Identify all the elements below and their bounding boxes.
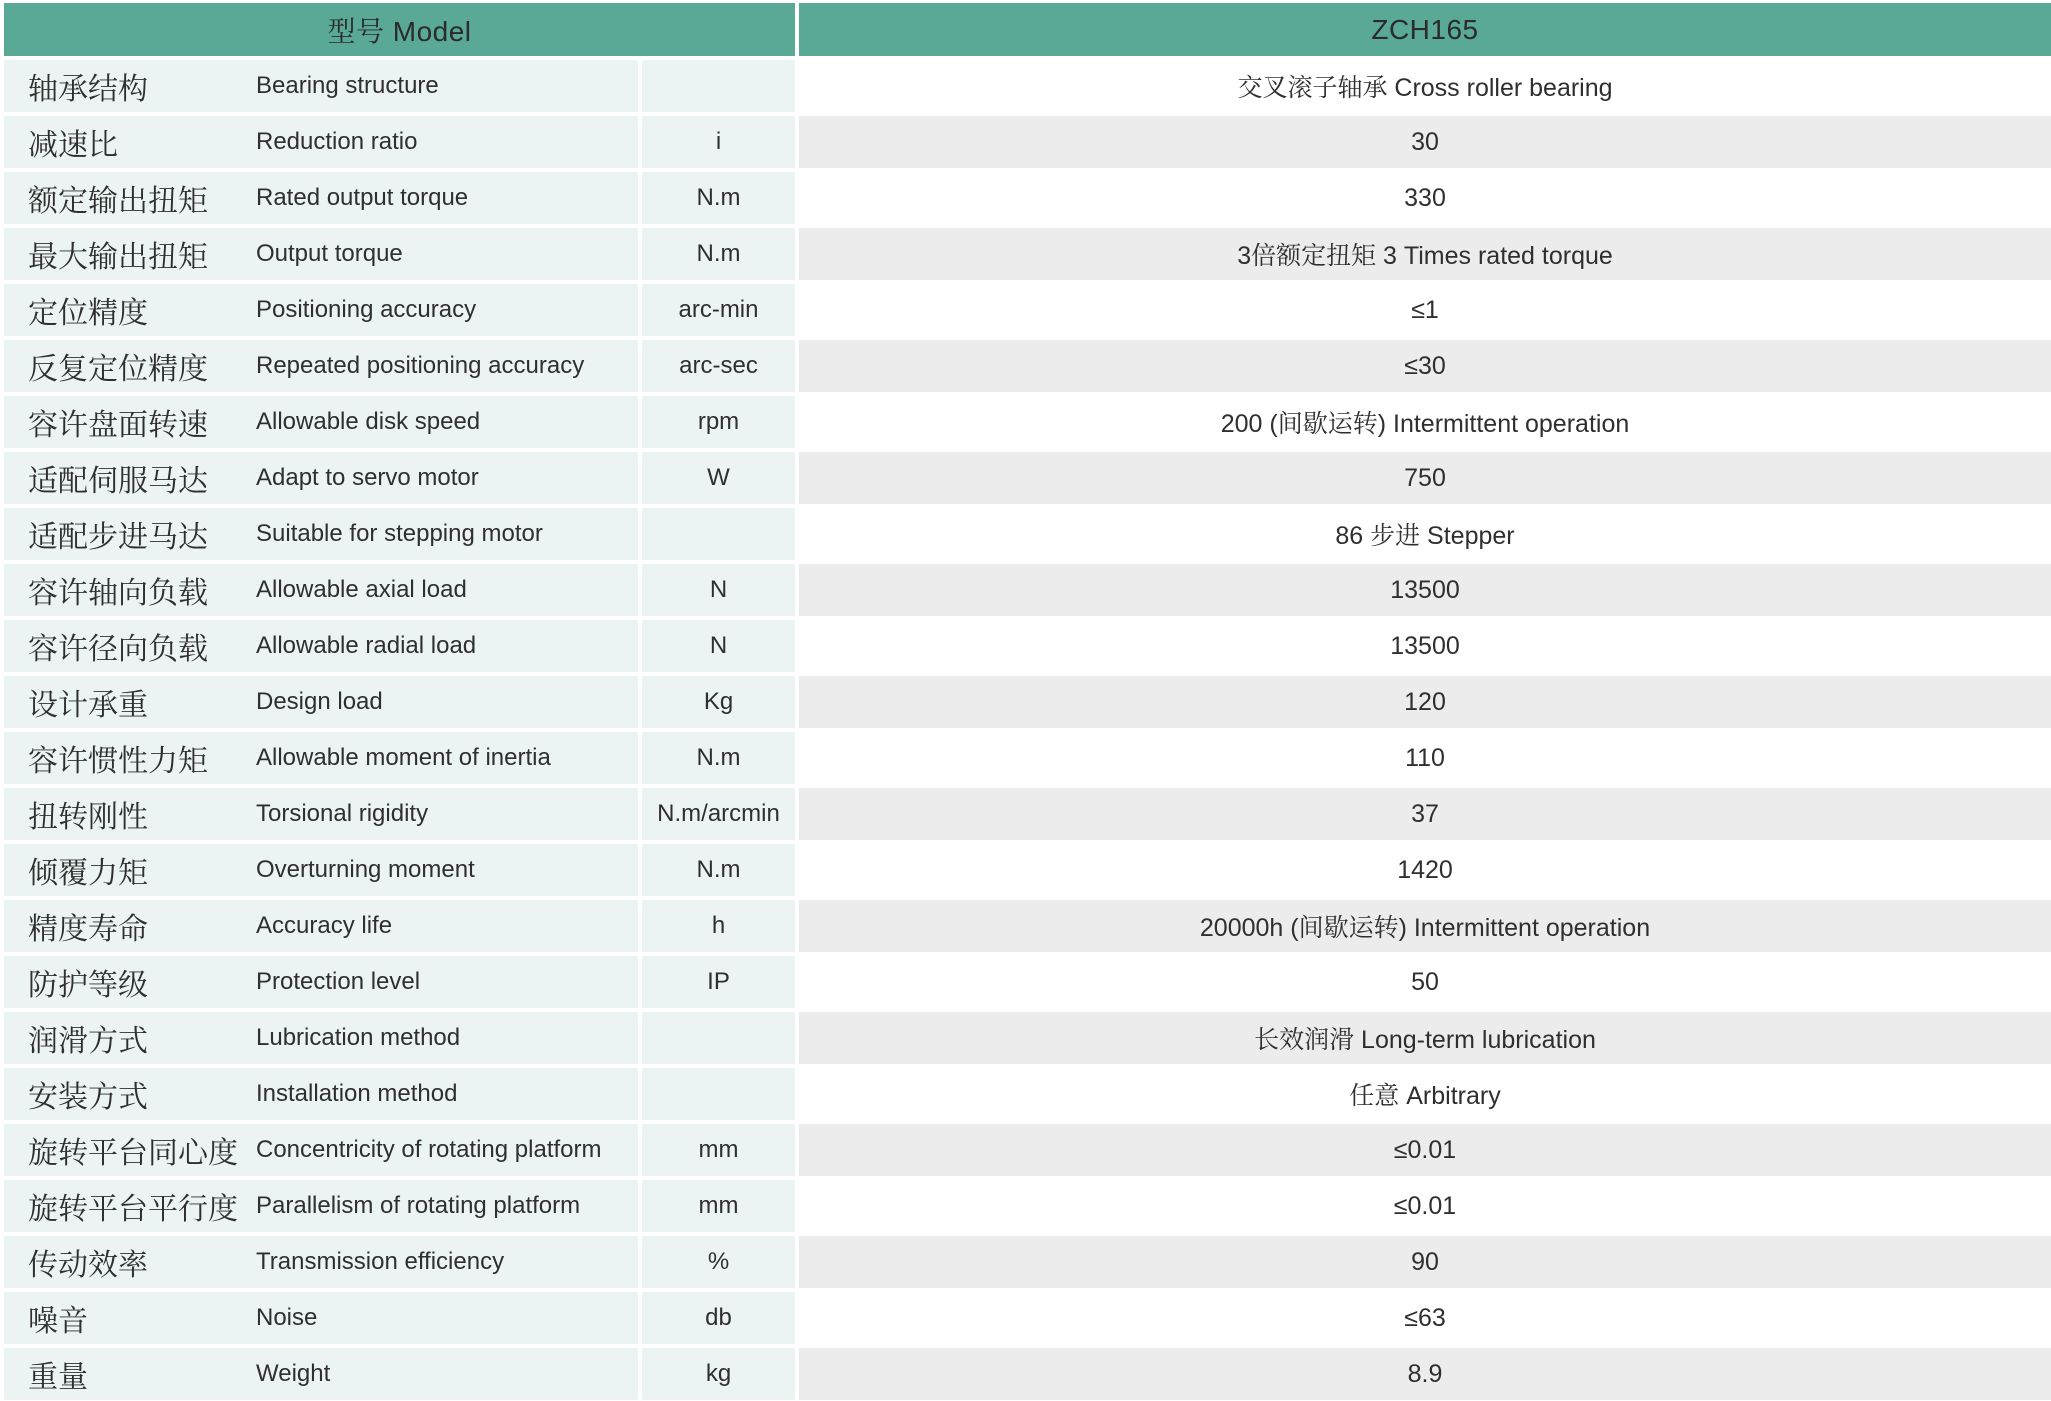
row-label-cn: 反复定位精度 xyxy=(28,353,208,386)
row-unit: N xyxy=(642,620,795,672)
row-label-cell xyxy=(4,396,638,448)
row-value: ≤0.01 xyxy=(799,1124,2051,1176)
table-row xyxy=(4,900,2051,952)
row-value: 13500 xyxy=(799,564,2051,616)
table-row xyxy=(4,676,2051,728)
table-row xyxy=(4,284,2051,336)
row-label-en: Concentricity of rotating platform xyxy=(256,1136,602,1163)
row-value: 30 xyxy=(799,116,2051,168)
table-row xyxy=(4,1012,2051,1064)
row-label-en: Allowable disk speed xyxy=(256,408,481,435)
row-unit: IP xyxy=(642,956,795,1008)
table-row xyxy=(4,396,2051,448)
table-row xyxy=(4,228,2051,280)
row-label-cn: 最大输出扭矩 xyxy=(28,241,208,274)
row-label-cn: 重量 xyxy=(28,1361,88,1394)
table-row xyxy=(4,788,2051,840)
row-label-cell xyxy=(4,956,638,1008)
table-row xyxy=(4,116,2051,168)
row-label-cell xyxy=(4,1068,638,1120)
row-label-en: Design load xyxy=(256,688,383,715)
row-label-cell xyxy=(4,844,638,896)
row-label-cell xyxy=(4,620,638,672)
row-unit xyxy=(642,60,795,112)
row-label-cell xyxy=(4,228,638,280)
row-label-en: Allowable radial load xyxy=(256,632,477,659)
row-unit: % xyxy=(642,1236,795,1288)
row-label-cell xyxy=(4,508,638,560)
table-row xyxy=(4,1236,2051,1288)
row-label-en: Accuracy life xyxy=(256,912,393,939)
table-body xyxy=(4,60,2051,1400)
row-value: 200 (间歇运转) Intermittent operation xyxy=(799,396,2051,448)
table-row xyxy=(4,1292,2051,1344)
row-label-cn: 减速比 xyxy=(28,129,118,162)
row-unit: arc-sec xyxy=(642,340,795,392)
row-unit xyxy=(642,508,795,560)
row-unit: mm xyxy=(642,1180,795,1232)
table-row xyxy=(4,172,2051,224)
row-label-cell xyxy=(4,732,638,784)
row-unit xyxy=(642,1012,795,1064)
row-value: ≤63 xyxy=(799,1292,2051,1344)
row-label-en: Weight xyxy=(256,1360,331,1387)
row-label-cn: 容许惯性力矩 xyxy=(28,745,208,778)
table-row xyxy=(4,60,2051,112)
row-label-cn: 精度寿命 xyxy=(28,913,148,946)
row-label-en: Output torque xyxy=(256,240,403,267)
row-label-cn: 传动效率 xyxy=(28,1249,148,1282)
row-label-cn: 容许盘面转速 xyxy=(28,409,208,442)
row-unit: h xyxy=(642,900,795,952)
row-value: 8.9 xyxy=(799,1348,2051,1400)
row-unit: Kg xyxy=(642,676,795,728)
table-row xyxy=(4,564,2051,616)
row-unit: arc-min xyxy=(642,284,795,336)
row-label-cell xyxy=(4,564,638,616)
row-label-cell xyxy=(4,1180,638,1232)
row-label-en: Transmission efficiency xyxy=(256,1248,505,1275)
row-value: ≤1 xyxy=(799,284,2051,336)
row-label-en: Parallelism of rotating platform xyxy=(256,1192,581,1219)
row-value: 长效润滑 Long-term lubrication xyxy=(799,1012,2051,1064)
row-value: 750 xyxy=(799,452,2051,504)
row-value: 50 xyxy=(799,956,2051,1008)
row-value: ≤30 xyxy=(799,340,2051,392)
row-label-en: Positioning accuracy xyxy=(256,296,477,323)
row-label-en: Installation method xyxy=(256,1080,458,1107)
row-value: 86 步进 Stepper xyxy=(799,508,2051,560)
row-unit: W xyxy=(642,452,795,504)
row-label-cn: 润滑方式 xyxy=(28,1025,148,1058)
row-label-cell xyxy=(4,116,638,168)
row-value: 1420 xyxy=(799,844,2051,896)
table-row xyxy=(4,1068,2051,1120)
row-unit: N.m xyxy=(642,844,795,896)
row-label-cn: 旋转平台平行度 xyxy=(28,1193,238,1226)
row-label-cn: 安装方式 xyxy=(28,1081,148,1114)
row-unit: N.m xyxy=(642,732,795,784)
row-value: ≤0.01 xyxy=(799,1180,2051,1232)
row-unit: db xyxy=(642,1292,795,1344)
row-label-en: Torsional rigidity xyxy=(256,800,429,827)
table-row xyxy=(4,844,2051,896)
row-label-cn: 扭转刚性 xyxy=(28,801,148,834)
row-label-en: Rated output torque xyxy=(256,184,469,211)
table-header-row xyxy=(4,3,2051,56)
row-value: 37 xyxy=(799,788,2051,840)
table-row xyxy=(4,1348,2051,1400)
table-row xyxy=(4,340,2051,392)
table-row xyxy=(4,508,2051,560)
row-label-cell xyxy=(4,340,638,392)
row-unit xyxy=(642,1068,795,1120)
row-label-cell xyxy=(4,1236,638,1288)
row-value: 20000h (间歇运转) Intermittent operation xyxy=(799,900,2051,952)
row-label-en: Suitable for stepping motor xyxy=(256,520,543,547)
row-unit: N.m xyxy=(642,228,795,280)
row-label-cell xyxy=(4,1124,638,1176)
row-label-en: Adapt to servo motor xyxy=(256,464,479,491)
row-label-cn: 旋转平台同心度 xyxy=(28,1137,238,1170)
row-unit: rpm xyxy=(642,396,795,448)
table-row xyxy=(4,1124,2051,1176)
row-value: 120 xyxy=(799,676,2051,728)
row-value: 任意 Arbitrary xyxy=(799,1068,2051,1120)
row-label-en: Noise xyxy=(256,1304,318,1331)
header-model-value: ZCH165 xyxy=(799,3,2051,56)
row-label-cell xyxy=(4,452,638,504)
row-label-en: Lubrication method xyxy=(256,1024,461,1051)
row-label-cn: 轴承结构 xyxy=(28,73,148,106)
row-label-en: Protection level xyxy=(256,968,421,995)
table-row xyxy=(4,1180,2051,1232)
row-value: 13500 xyxy=(799,620,2051,672)
row-unit: N xyxy=(642,564,795,616)
row-unit: i xyxy=(642,116,795,168)
row-label-cell xyxy=(4,1012,638,1064)
row-label-cn: 倾覆力矩 xyxy=(28,857,148,890)
row-label-en: Allowable axial load xyxy=(256,576,467,603)
header-model-label: 型号 Model xyxy=(4,3,795,56)
row-label-cn: 额定输出扭矩 xyxy=(28,185,208,218)
row-value: 交叉滚子轴承 Cross roller bearing xyxy=(799,60,2051,112)
row-label-cn: 容许径向负载 xyxy=(28,633,208,666)
row-label-cn: 容许轴向负载 xyxy=(28,577,208,610)
row-label-cell xyxy=(4,60,638,112)
table-row xyxy=(4,732,2051,784)
table-row xyxy=(4,956,2051,1008)
row-label-cell xyxy=(4,1292,638,1344)
row-label-cell xyxy=(4,676,638,728)
row-label-en: Overturning moment xyxy=(256,856,475,883)
row-label-en: Allowable moment of inertia xyxy=(256,744,551,771)
row-label-cell xyxy=(4,284,638,336)
row-label-en: Bearing structure xyxy=(256,72,439,99)
row-label-cell xyxy=(4,900,638,952)
row-label-cell xyxy=(4,788,638,840)
row-label-cn: 适配步进马达 xyxy=(28,521,208,554)
row-unit: mm xyxy=(642,1124,795,1176)
row-label-cn: 防护等级 xyxy=(28,969,148,1002)
row-value: 90 xyxy=(799,1236,2051,1288)
row-value: 110 xyxy=(799,732,2051,784)
row-label-cell xyxy=(4,172,638,224)
row-label-cn: 设计承重 xyxy=(28,689,148,722)
row-label-cn: 定位精度 xyxy=(28,297,148,330)
row-label-cn: 噪音 xyxy=(28,1305,88,1338)
row-label-en: Reduction ratio xyxy=(256,128,418,155)
row-label-en: Repeated positioning accuracy xyxy=(256,352,585,379)
table-row xyxy=(4,452,2051,504)
row-value: 330 xyxy=(799,172,2051,224)
row-value: 3倍额定扭矩 3 Times rated torque xyxy=(799,228,2051,280)
row-label-cn: 适配伺服马达 xyxy=(28,465,208,498)
table-row xyxy=(4,620,2051,672)
row-unit: N.m xyxy=(642,172,795,224)
row-unit: kg xyxy=(642,1348,795,1400)
row-unit: N.m/arcmin xyxy=(642,788,795,840)
row-label-cell xyxy=(4,1348,638,1400)
